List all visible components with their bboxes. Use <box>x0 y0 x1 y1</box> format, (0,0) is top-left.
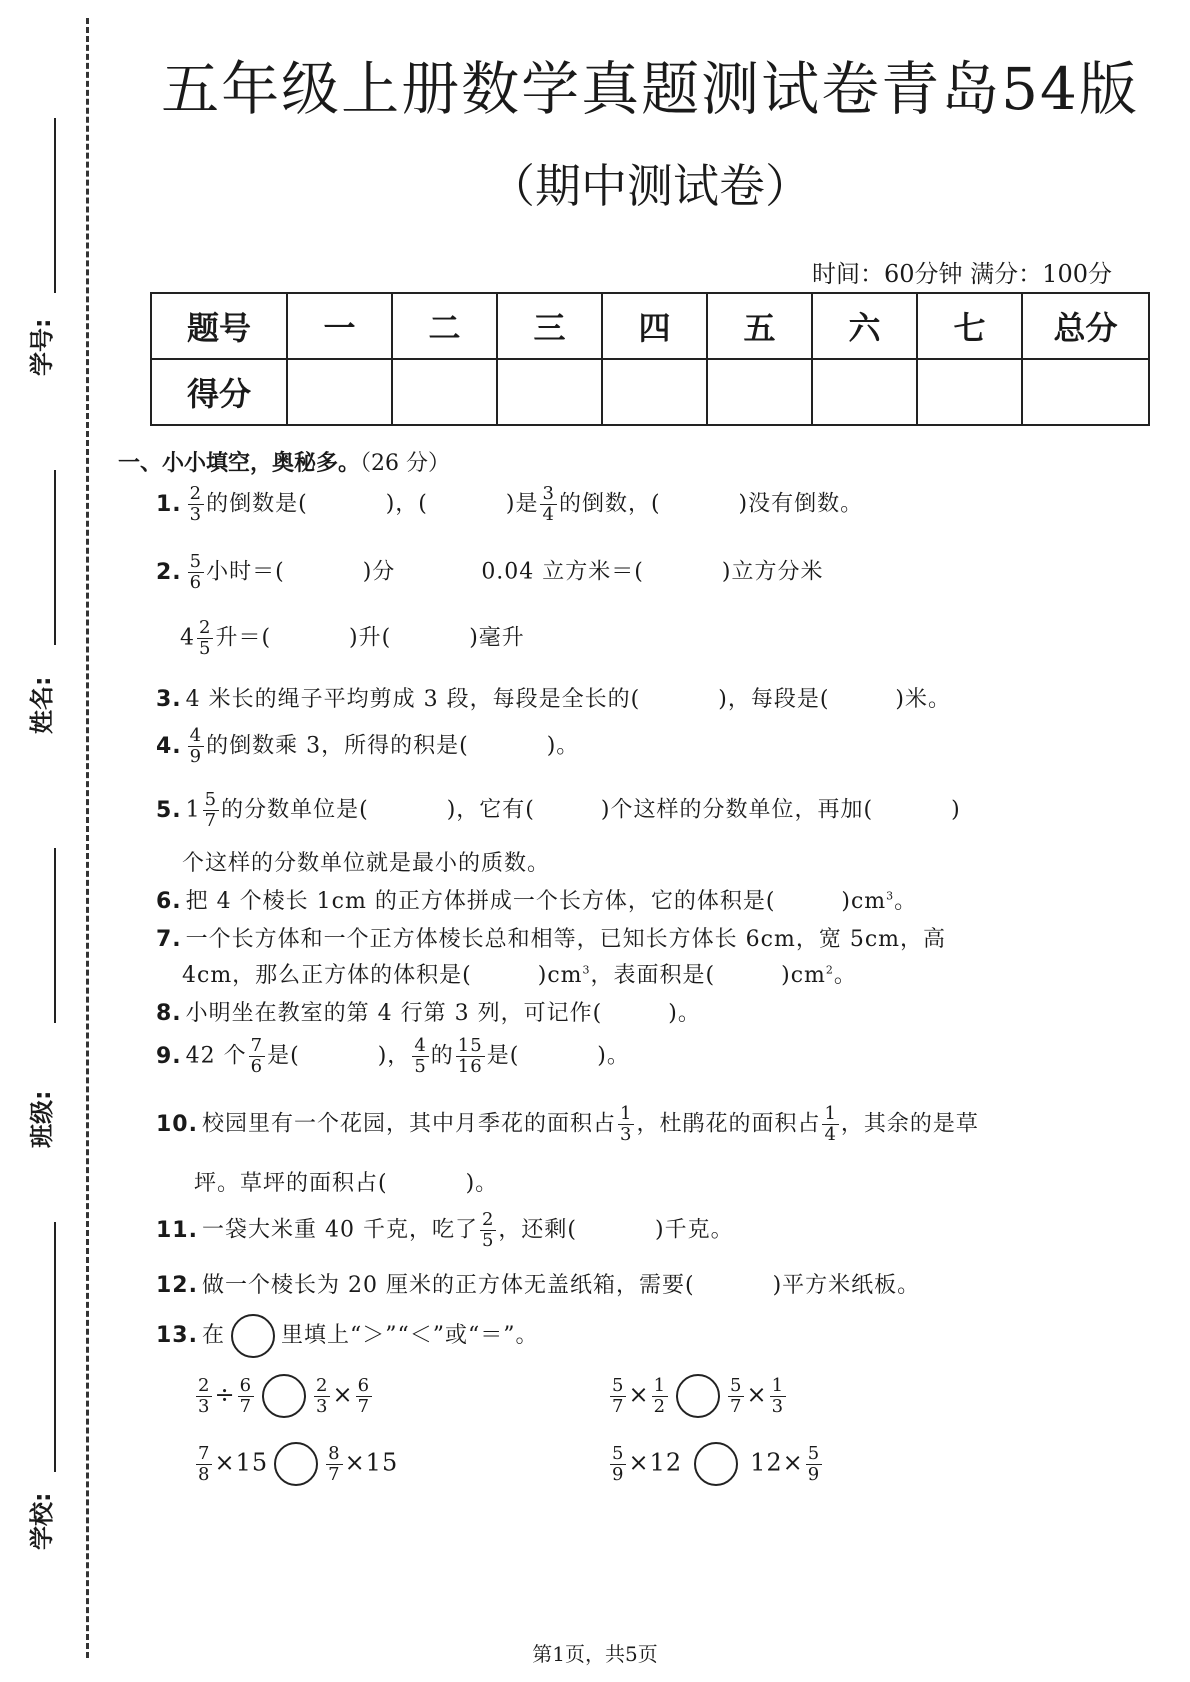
operator: ×15 <box>344 1448 399 1477</box>
student-id-line <box>54 118 56 293</box>
text: 把 4 个棱长 1cm 的正方体拼成一个长方体，它的体积是( <box>185 889 776 914</box>
compare-item-c <box>194 1442 398 1486</box>
question-number: 12. <box>156 1273 198 1298</box>
section-heading <box>118 446 450 477</box>
question-number: 10. <box>156 1111 198 1137</box>
compare-answer-circle[interactable] <box>694 1442 738 1486</box>
score-col: 六 <box>812 293 917 359</box>
denominator: 9 <box>807 1463 821 1485</box>
mixed-whole: 4 <box>180 625 195 651</box>
text: ，其余的是草 <box>840 1111 979 1137</box>
circle-symbol <box>231 1314 275 1358</box>
text: )没有倒数。 <box>738 491 864 517</box>
fraction <box>412 1036 428 1077</box>
fraction <box>770 1376 786 1417</box>
fraction <box>356 1376 372 1417</box>
question-7-line-2 <box>182 958 857 989</box>
denominator: 6 <box>189 572 203 593</box>
section-heading-text: 一、小小填空，奥秘多。 <box>118 451 361 476</box>
operator: ÷ <box>214 1380 236 1409</box>
fraction <box>314 1376 330 1417</box>
numerator: 5 <box>807 1442 821 1464</box>
denominator: 3 <box>771 1395 785 1417</box>
text: 是( <box>486 1043 520 1069</box>
text: )米。 <box>895 687 951 712</box>
fraction <box>652 1376 668 1417</box>
numerator: 5 <box>612 1442 625 1464</box>
question-3 <box>156 682 951 713</box>
denominator: 5 <box>199 638 212 659</box>
denominator: 7 <box>730 1395 743 1417</box>
text: )平方米纸板。 <box>772 1273 921 1298</box>
question-number: 2. <box>156 559 182 585</box>
fraction <box>196 1444 212 1485</box>
text: )升( <box>349 625 392 651</box>
page-title: 五年级上册数学真题测试卷青岛54版 <box>161 55 1139 123</box>
score-table-header-row <box>151 293 1149 359</box>
denominator: 3 <box>198 1395 211 1417</box>
text: 在 <box>201 1323 225 1348</box>
question-12 <box>156 1268 920 1299</box>
numerator: 1 <box>653 1374 667 1396</box>
question-number: 1. <box>156 491 182 517</box>
text: 校园里有一个花园，其中月季花的面积占 <box>201 1111 616 1137</box>
question-7 <box>156 922 946 953</box>
score-col: 一 <box>287 293 392 359</box>
question-13 <box>156 1314 538 1358</box>
text: 的 <box>430 1043 454 1069</box>
text: ) <box>951 797 961 823</box>
denominator: 6 <box>250 1056 264 1077</box>
text: 的倒数是( <box>206 491 308 517</box>
text: 升＝( <box>215 625 272 651</box>
text: 一个长方体和一个正方体棱长总和相等，已知长方体长 6cm，宽 5cm，高 <box>185 927 947 952</box>
fraction <box>326 1444 342 1485</box>
question-number: 3. <box>156 687 182 712</box>
score-cell[interactable] <box>287 359 392 425</box>
numerator: 6 <box>357 1374 371 1396</box>
score-cell[interactable] <box>917 359 1022 425</box>
numerator: 1 <box>771 1374 785 1396</box>
text: 0.04 立方米＝( <box>481 559 644 585</box>
operator: ×12 <box>628 1448 683 1477</box>
text: 一袋大米重 40 千克，吃了 <box>201 1217 478 1243</box>
fraction <box>196 1376 212 1417</box>
question-10 <box>156 1104 979 1145</box>
text: ，还剩( <box>498 1217 578 1243</box>
score-col: 三 <box>497 293 602 359</box>
numerator: 5 <box>612 1374 625 1396</box>
denominator: 4 <box>824 1124 837 1145</box>
text: 做一个棱长为 20 厘米的正方体无盖纸箱，需要( <box>201 1273 695 1298</box>
text: )个这样的分数单位，再加( <box>600 797 874 823</box>
fraction <box>540 484 556 525</box>
score-cell[interactable] <box>497 359 602 425</box>
score-col: 四 <box>602 293 707 359</box>
question-1 <box>156 484 863 525</box>
fraction <box>822 1104 838 1145</box>
denominator: 16 <box>457 1056 483 1077</box>
denominator: 8 <box>198 1463 211 1485</box>
text: )毫升 <box>469 625 525 651</box>
name-line <box>54 470 56 645</box>
text: ，表面积是( <box>590 963 716 988</box>
operator: × <box>746 1380 768 1409</box>
text: 小时＝( <box>206 559 285 585</box>
score-table-score-row <box>151 359 1149 425</box>
question-9 <box>156 1036 630 1077</box>
fraction <box>203 790 219 831</box>
compare-item-d <box>608 1442 824 1486</box>
text: 4cm，那么正方体的体积是( <box>182 963 472 988</box>
question-number: 13. <box>156 1323 198 1348</box>
question-number: 4. <box>156 733 182 759</box>
unit-exponent: 3 <box>886 889 895 903</box>
numerator: 2 <box>481 1209 495 1230</box>
text: 是( <box>267 1043 300 1069</box>
text: )，每段是( <box>718 687 830 712</box>
text: 。 <box>894 889 918 914</box>
score-table <box>150 292 1150 426</box>
fraction <box>610 1376 626 1417</box>
question-2 <box>156 552 823 593</box>
text: )。 <box>668 1001 701 1026</box>
score-cell-total[interactable] <box>1022 359 1149 425</box>
text: 4 米长的绳子平均剪成 3 段，每段是全长的( <box>185 687 641 712</box>
operator: × <box>332 1380 354 1409</box>
question-number: 9. <box>156 1043 182 1069</box>
numerator: 3 <box>542 483 555 504</box>
question-8 <box>156 996 701 1027</box>
text: 。 <box>833 963 857 988</box>
score-col: 五 <box>707 293 812 359</box>
denominator: 3 <box>189 504 203 525</box>
question-number: 5. <box>156 797 182 823</box>
text: )， <box>377 1043 411 1069</box>
numerator: 7 <box>198 1442 211 1464</box>
page-footer: 第1页，共5页 <box>532 1642 658 1666</box>
denominator: 7 <box>204 810 218 831</box>
numerator: 2 <box>189 483 203 504</box>
numerator: 6 <box>239 1374 253 1396</box>
unit-exponent: 3 <box>582 963 591 977</box>
text: )cm <box>537 963 583 988</box>
score-table-row-label: 得分 <box>151 359 287 425</box>
numerator: 2 <box>316 1374 329 1396</box>
numerator: 15 <box>457 1035 483 1056</box>
denominator: 9 <box>612 1463 625 1485</box>
numerator: 7 <box>250 1035 264 1056</box>
text: )立方分米 <box>721 559 824 585</box>
numerator: 1 <box>824 1103 837 1124</box>
text: 小明坐在教室的第 4 行第 3 列，可记作( <box>185 1001 603 1026</box>
student-id-label: 学号: <box>28 318 56 376</box>
name-label: 姓名: <box>28 676 56 734</box>
operator: × <box>628 1380 650 1409</box>
question-5 <box>156 790 961 831</box>
text: )，它有( <box>446 797 535 823</box>
text: )是 <box>505 491 539 517</box>
class-label: 班级: <box>28 1090 56 1148</box>
fraction <box>197 618 213 659</box>
question-number: 6. <box>156 889 182 914</box>
question-4 <box>156 726 579 767</box>
score-cell[interactable] <box>812 359 917 425</box>
score-cell[interactable] <box>707 359 812 425</box>
text: )cm <box>781 963 826 988</box>
numerator: 1 <box>620 1103 633 1124</box>
text: 的分数单位是( <box>221 797 369 823</box>
denominator: 7 <box>239 1395 253 1417</box>
denominator: 7 <box>612 1395 625 1417</box>
class-line <box>54 848 56 1023</box>
question-5-line-2: 个这样的分数单位就是最小的质数。 <box>182 851 551 876</box>
fraction <box>238 1376 254 1417</box>
question-number: 8. <box>156 1001 182 1026</box>
numerator: 2 <box>198 1374 211 1396</box>
section-points: （26 分） <box>360 451 451 476</box>
score-col: 二 <box>392 293 497 359</box>
question-10-line-2 <box>194 1166 498 1197</box>
text: )，( <box>385 491 428 517</box>
numerator: 2 <box>199 617 212 638</box>
numerator: 4 <box>414 1035 427 1056</box>
text: )。 <box>597 1043 630 1069</box>
numerator: 5 <box>189 551 203 572</box>
compare-item-b <box>608 1374 788 1418</box>
score-col-total: 总分 <box>1022 293 1149 359</box>
fraction <box>480 1210 496 1251</box>
binding-dashed-line <box>86 18 89 1658</box>
score-table-row-label: 题号 <box>151 293 287 359</box>
denominator: 5 <box>414 1056 427 1077</box>
text: 的倒数，( <box>558 491 661 517</box>
question-2-line-2 <box>180 618 525 659</box>
question-11 <box>156 1210 734 1251</box>
denominator: 3 <box>316 1395 329 1417</box>
text: )分 <box>362 559 396 585</box>
numerator: 5 <box>204 789 218 810</box>
denominator: 5 <box>481 1230 495 1251</box>
question-number: 11. <box>156 1217 198 1243</box>
fraction <box>249 1036 265 1077</box>
fraction <box>618 1104 634 1145</box>
denominator: 9 <box>189 746 203 767</box>
school-line <box>54 1222 56 1472</box>
question-number: 7. <box>156 927 182 952</box>
operator: 12× <box>750 1448 804 1477</box>
operator: ×15 <box>214 1448 269 1477</box>
numerator: 8 <box>328 1442 341 1464</box>
fraction <box>728 1376 744 1417</box>
fraction <box>806 1444 822 1485</box>
denominator: 7 <box>357 1395 371 1417</box>
score-col: 七 <box>917 293 1022 359</box>
denominator: 4 <box>542 504 555 525</box>
text: 坪。草坪的面积占( <box>194 1171 388 1196</box>
denominator: 3 <box>620 1124 633 1145</box>
numerator: 5 <box>730 1374 743 1396</box>
mixed-whole: 1 <box>185 797 201 823</box>
fraction <box>188 726 204 767</box>
score-cell[interactable] <box>392 359 497 425</box>
denominator: 2 <box>653 1395 667 1417</box>
text: 里填上“＞”“＜”或“＝”。 <box>281 1323 539 1348</box>
fraction <box>188 484 204 525</box>
fraction <box>610 1444 626 1485</box>
numerator: 4 <box>189 725 203 746</box>
time-info: 时间：60分钟 满分：100分 <box>812 260 1112 288</box>
score-cell[interactable] <box>602 359 707 425</box>
compare-answer-circle[interactable] <box>274 1442 318 1486</box>
text: 42 个 <box>185 1043 247 1069</box>
denominator: 7 <box>328 1463 341 1485</box>
text: )cm <box>841 889 887 914</box>
compare-answer-circle[interactable] <box>676 1374 720 1418</box>
school-label: 学校: <box>28 1492 56 1550</box>
text: ，杜鹃花的面积占 <box>636 1111 821 1137</box>
fraction <box>456 1036 485 1077</box>
page-subtitle: （期中测试卷） <box>489 159 811 213</box>
unit-exponent: 2 <box>825 963 834 977</box>
text: )。 <box>465 1171 499 1196</box>
text: )千克。 <box>655 1217 734 1243</box>
question-6 <box>156 884 917 915</box>
fraction <box>188 552 204 593</box>
compare-item-a <box>194 1374 374 1418</box>
text: )。 <box>546 733 580 759</box>
compare-answer-circle[interactable] <box>262 1374 306 1418</box>
text: 的倒数乘 3，所得的积是( <box>206 733 469 759</box>
